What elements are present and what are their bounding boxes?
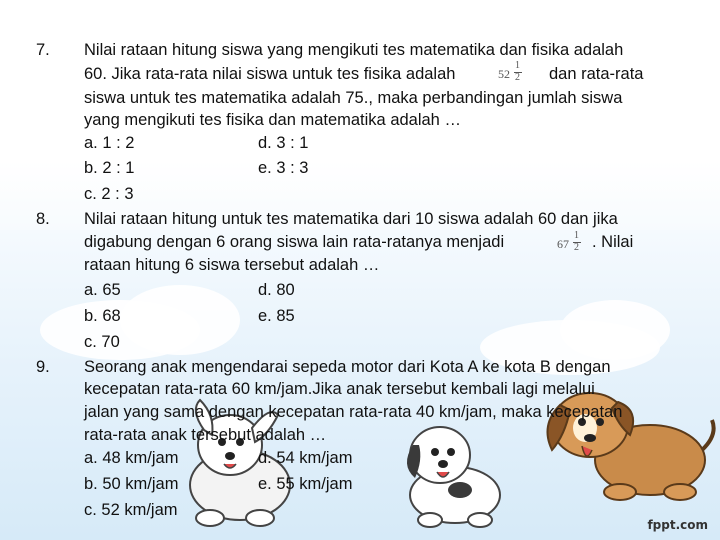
q9-text-line-2: kecepatan rata-rata 60 km/jam.Jika anak tersebut kembali lagi melalui <box>84 380 595 398</box>
q8-option-c: c. 70 <box>84 333 120 351</box>
q7-text-line-2b: dan rata-rata <box>549 65 644 83</box>
q9-option-b: b. 50 km/jam <box>84 475 179 493</box>
q8-option-e: e. 85 <box>258 307 295 325</box>
q7-mixed-fraction <box>498 60 528 88</box>
q7-text-line-2a: 60. Jika rata-rata nilai siswa untuk tes fisika adalah <box>84 65 456 83</box>
q8-fraction-denominator: 2 <box>574 242 579 253</box>
q8-option-b: b. 68 <box>84 307 121 325</box>
q7-fraction-denominator: 2 <box>515 72 520 83</box>
question-number-9: 9. <box>36 358 50 376</box>
q7-option-e: e. 3 : 3 <box>258 159 309 177</box>
q8-text-line-2a: digabung dengan 6 orang siswa lain rata-ratanya menjadi <box>84 233 505 251</box>
q8-fraction-numerator: 1 <box>574 230 579 241</box>
q9-option-a: a. 48 km/jam <box>84 449 179 467</box>
q8-mixed-fraction <box>557 230 587 258</box>
q8-option-a: a. 65 <box>84 281 121 299</box>
q7-text-line-1: Nilai rataan hitung siswa yang mengikuti tes matematika dan fisika adalah <box>84 41 624 59</box>
q9-option-c: c. 52 km/jam <box>84 501 178 519</box>
q7-option-c: c. 2 : 3 <box>84 185 134 203</box>
q9-text-line-3: jalan yang sama dengan kecepatan rata-rata 40 km/jam, maka kecepatan <box>84 403 623 421</box>
q7-fraction-numerator: 1 <box>515 60 520 71</box>
q8-text-line-3: rataan hitung 6 siswa tersebut adalah … <box>84 256 380 274</box>
brand-watermark: fppt.com <box>647 518 708 532</box>
q9-text-line-1: Seorang anak mengendarai sepeda motor dari Kota A ke kota B dengan <box>84 358 611 376</box>
q9-option-d: d. 54 km/jam <box>258 449 353 467</box>
q9-text-line-4: rata-rata anak tersebut adalah … <box>84 426 327 444</box>
q7-fraction-whole: 52 <box>498 67 510 81</box>
q7-option-a: a. 1 : 2 <box>84 134 135 152</box>
question-number-8: 8. <box>36 210 50 228</box>
q7-option-b: b. 2 : 1 <box>84 159 135 177</box>
q8-fraction-whole: 67 <box>557 237 569 251</box>
q7-text-line-4: yang mengikuti tes fisika dan matematika adalah … <box>84 111 461 129</box>
q8-text-line-2b: . Nilai <box>592 233 634 251</box>
q8-option-d: d. 80 <box>258 281 295 299</box>
q9-option-e: e. 55 km/jam <box>258 475 353 493</box>
question-number-7: 7. <box>36 41 50 59</box>
q7-option-d: d. 3 : 1 <box>258 134 309 152</box>
q7-text-line-3: siswa untuk tes matematika adalah 75., maka perbandingan jumlah siswa <box>84 89 623 107</box>
q8-text-line-1: Nilai rataan hitung untuk tes matematika dari 10 siswa adalah 60 dan jika <box>84 210 618 228</box>
